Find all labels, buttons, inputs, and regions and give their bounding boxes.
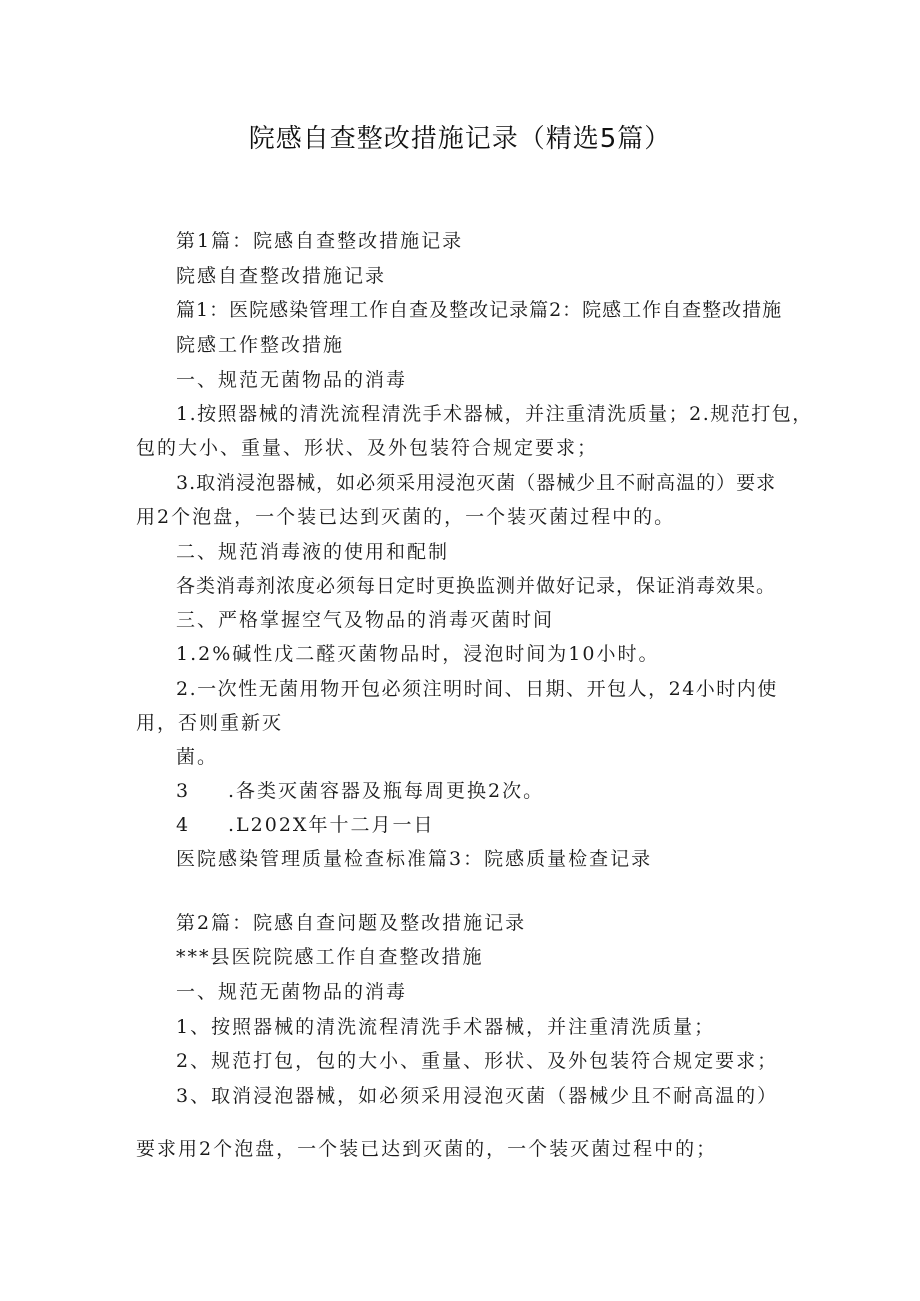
paragraph-line: 2.一次性无菌用物开包必须注明时间、日期、开包人，24小时内使 (176, 678, 778, 700)
paragraph-line: 3.取消浸泡器械，如必须采用浸泡灭菌（器械少且不耐高温的）要求 (176, 472, 777, 494)
paragraph-line: 医院感染管理质量检查标准篇3：院感质量检查记录 (176, 848, 653, 870)
list-number: 4 (176, 814, 191, 836)
paragraph-line: 包的大小、重量、形状、及外包装符合规定要求； (136, 437, 599, 459)
paragraph-line: .L202X年十二月一日 (228, 814, 435, 836)
paragraph-line: 要求用2个泡盘，一个装已达到灭菌的，一个装灭菌过程中的； (136, 1138, 718, 1160)
section-heading: 三、严格掌握空气及物品的消毒灭菌时间 (176, 609, 555, 631)
list-number: 3 (176, 780, 191, 802)
paragraph-line: 用，否则重新灭 (136, 712, 284, 734)
paragraph-line: 1、按照器械的清洗流程清洗手术器械，并注重清洗质量； (176, 1016, 716, 1038)
section-heading: 二、规范消毒液的使用和配制 (176, 541, 450, 563)
paragraph-line: 1.按照器械的清洗流程清洗手术器械，并注重清洗质量；2.规范打包， (176, 403, 813, 425)
paragraph-line: 用2个泡盘，一个装已达到灭菌的，一个装灭菌过程中的。 (136, 506, 676, 528)
paragraph-line: 2、规范打包，包的大小、重量、形状、及外包装符合规定要求； (176, 1050, 779, 1072)
section-heading: 一、规范无菌物品的消毒 (176, 369, 408, 391)
paragraph-line: 院感自查整改措施记录 (176, 265, 387, 287)
paragraph-line: ***县医院院感工作自查整改措施 (176, 946, 484, 968)
document-title: 院感自查整改措施记录（精选5篇） (248, 124, 672, 154)
paragraph-line: .各类灭菌容器及瓶每周更换2次。 (228, 780, 545, 802)
paragraph-line: 3、取消浸泡器械，如必须采用浸泡灭菌（器械少且不耐高温的） (176, 1085, 779, 1107)
paragraph-line: 菌。 (176, 746, 219, 768)
paragraph-line: 篇1：医院感染管理工作自查及整改记录篇2：院感工作自查整改措施 (176, 299, 783, 321)
paragraph-line: 院感工作整改措施 (176, 334, 345, 356)
paragraph-line: 1.2%碱性戊二醛灭菌物品时，浸泡时间为10小时。 (176, 643, 660, 665)
section-heading: 一、规范无菌物品的消毒 (176, 981, 408, 1003)
section-1-heading: 第1篇：院感自查整改措施记录 (176, 230, 464, 252)
section-2-heading: 第2篇：院感自查问题及整改措施记录 (176, 912, 527, 934)
paragraph-line: 各类消毒剂浓度必须每日定时更换监测并做好记录，保证消毒效果。 (176, 575, 777, 597)
